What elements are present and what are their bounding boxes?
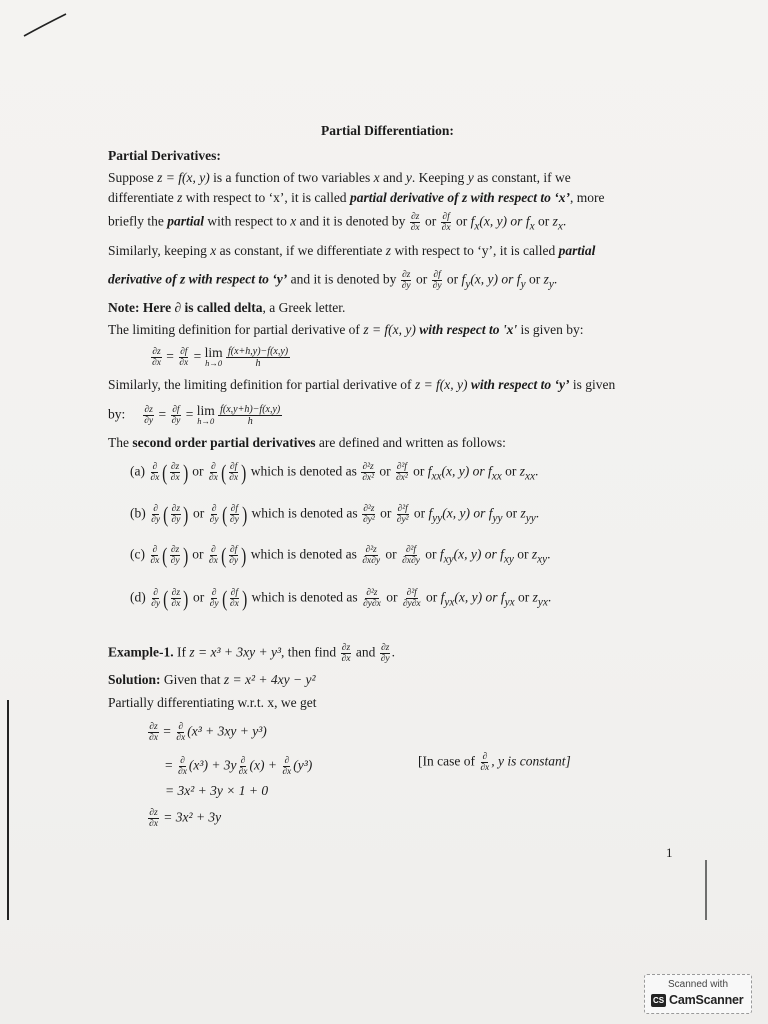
camscanner-watermark: [644, 974, 752, 1014]
solution-line: Solution: Given that z = x² + 4xy − y²: [108, 672, 316, 687]
second-order-heading: The second order partial derivatives are defined and written as follows:: [108, 435, 506, 450]
paragraph-1-line-2: differentiate z with respect to ‘x’, it is called partial derivative of z with respect to ‘x’, more: [108, 190, 605, 205]
example-line: Example-1. If z = x³ + 3xy + y³, then find $\frac{\partial z}{\partial x}$ and $\frac{\partial z}{\partial y}$ .: [108, 643, 395, 664]
limit-y-intro: Similarly, the limiting definition for partial derivative of z = f(x, y) with respect to ‘y’ is given: [108, 377, 616, 392]
paragraph-1-line-3: briefly the partial with respect to x and it is denoted by $\frac{\partial z}{\partial x}$ or $\frac{\partial f}{\partial x}$ or $f_x(x$, y) or $f_x$ or $z_x$.: [108, 212, 567, 233]
second-order-item-c: (c) $\frac{\partial}{\partial x}$ ( $\frac{\partial z}{\partial y}$ ) or $\frac{\partial}{\partial x}$ ( $\frac{\partial f}{\partial y}$ ) which is denoted as $\frac{\text{∂²z}}{\partial x\partial y}$ or $\frac{\text{∂²f}}{\partial x\partial y}$ or $f_{xy}(x$, y) or $f_{xy}$ or $z_{xy}$.: [130, 542, 551, 568]
note-line: Note: Here ∂ is called delta, a Greek letter.: [108, 300, 346, 315]
step-3: = 3x² + 3y × 1 + 0: [165, 783, 269, 798]
scan-edge-line-right: [704, 860, 708, 920]
limit-x-intro: The limiting definition for partial derivative of z = f(x, y) with respect to 'x' is given by:: [108, 322, 584, 337]
second-order-item-d: (d) $\frac{\partial}{\partial y}$ ( $\frac{\partial z}{\partial x}$ ) or $\frac{\partial}{\partial y}$ ( $\frac{\partial f}{\partial x}$ ) which is denoted as $\frac{\text{∂²z}}{\partial y\partial x}$ or $\frac{\text{∂²f}}{\partial y\partial x}$ or $f_{yx}(x$, y) or $f_{yx}$ or $z_{yx}$.: [130, 585, 552, 611]
page-title: Partial Differentiation:: [321, 123, 454, 138]
second-order-item-b: (b) $\frac{\partial}{\partial y}$ ( $\frac{\partial z}{\partial y}$ ) or $\frac{\partial}{\partial y}$ ( $\frac{\partial f}{\partial y}$ ) which is denoted as $\frac{\text{∂²z}}{\text{∂y²}}$ or $\frac{\text{∂²f}}{\text{∂y²}}$ or $f_{yy}(x$, y) or $f_{yy}$ or $z_{yy}$.: [130, 501, 540, 527]
watermark-brand: CamScanner: [669, 993, 744, 1007]
step-4: $\frac{\partial z}{\partial x}$ = 3x² + 3y: [149, 808, 222, 829]
section-heading: Partial Derivatives:: [108, 148, 221, 163]
partially-line: Partially differentiating w.r.t. x, we get: [108, 695, 317, 710]
limit-x-formula: $\frac{\partial z}{\partial x}$ = $\frac{\partial f}{\partial x}$ = lim h→0 $\frac{f(x+h,y)-f(x,y)}{h}$: [152, 345, 289, 369]
pen-stroke-mark: [22, 10, 72, 40]
limit-y-formula: by: $\frac{\partial z}{\partial y}$ = $\frac{\partial f}{\partial y}$ = lim h→0 $\frac{f(x,y+h)-f(x,y)}{h}$: [108, 403, 281, 427]
paragraph-2-line-1: Similarly, keeping x as constant, if we differentiate z with respect to ‘y’, it is called partial: [108, 243, 596, 258]
watermark-caption: Scanned with: [667, 979, 729, 990]
step-1: $\frac{\partial z}{\partial x}$ = $\frac{\partial}{\partial x}$ (x³ + 3xy + y³): [149, 722, 267, 743]
camscanner-logo-icon: CS: [652, 995, 665, 1005]
step-note: [In case of $\frac{\partial}{\partial x}$ , y is constant]: [418, 752, 571, 773]
paragraph-1-line-1: Suppose z = f(x, y) is a function of two variables x and y. Keeping y as constant, if we: [108, 170, 571, 185]
page-number: 1: [666, 845, 673, 860]
paragraph-2-line-2: derivative of z with respect to ‘y’ and it is denoted by $\frac{\partial z}{\partial y}$ or $\frac{\partial f}{\partial y}$ or $f_y(x$, y) or $f_y$ or $z_y$.: [108, 270, 558, 291]
second-order-item-a: (a) $\frac{\partial}{\partial x}$ ( $\frac{\partial z}{\partial x}$ ) or $\frac{\partial}{\partial x}$ ( $\frac{\partial f}{\partial x}$ ) which is denoted as $\frac{\text{∂²z}}{\text{∂x²}}$ or $\frac{\text{∂²f}}{\text{∂x²}}$ or $f_{xx}(x$, y) or $f_{xx}$ or $z_{xx}$.: [130, 459, 539, 485]
scan-edge-line: [6, 700, 10, 920]
step-2: = $\frac{\partial}{\partial x}$ (x³) + 3y $\frac{\partial}{\partial x}$ (x) + $\frac{\partial}{\partial x}$ (y³): [165, 756, 313, 777]
